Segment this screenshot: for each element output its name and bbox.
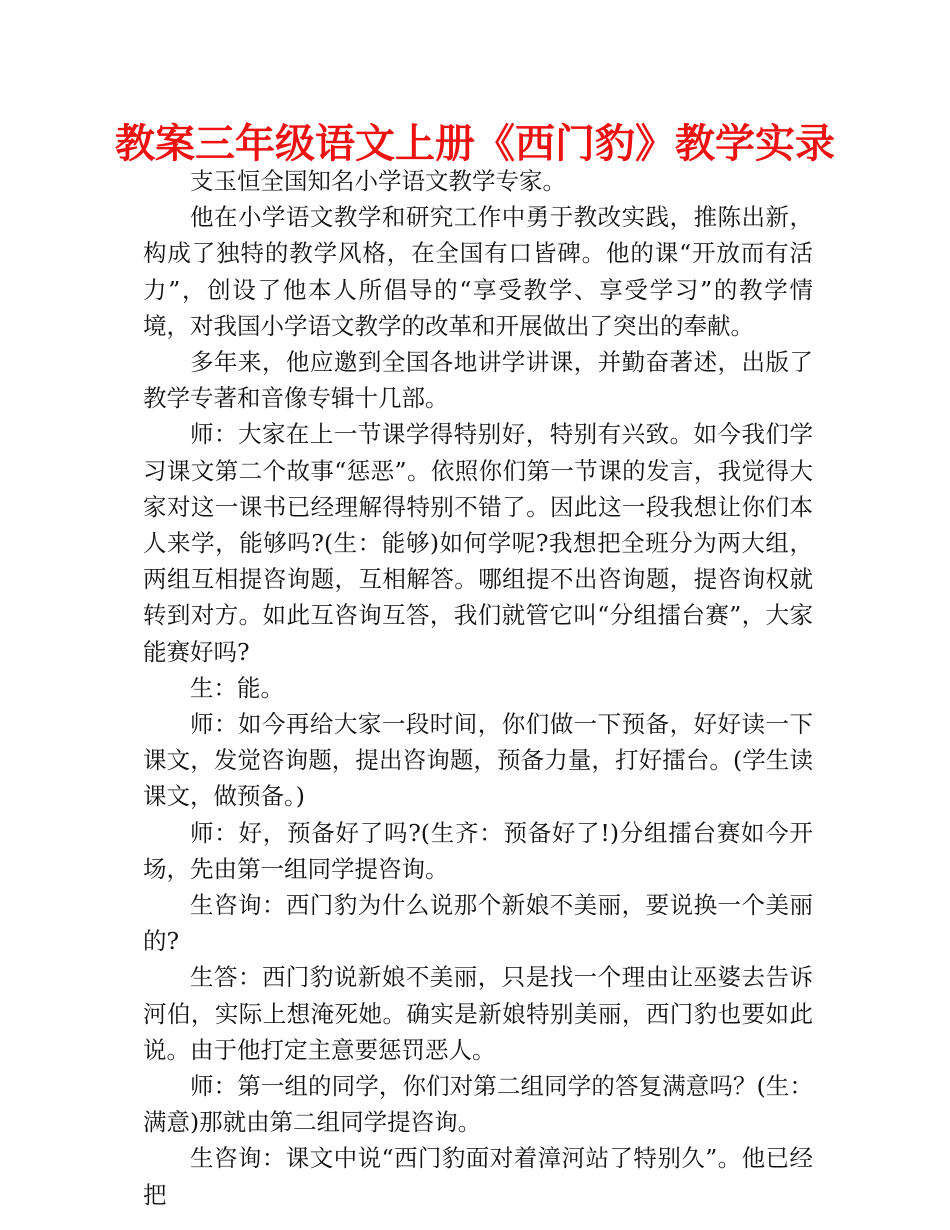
paragraph: 师：好，预备好了吗?(生齐：预备好了!)分组擂台赛如今开场，先由第一组同学提咨询。 <box>143 818 813 883</box>
paragraph: 师：第一组的同学，你们对第二组同学的答复满意吗？(生：满意)那就由第二组同学提咨询。 <box>143 1072 813 1137</box>
document-body <box>143 163 813 1213</box>
paragraph: 多年来，他应邀到全国各地讲学讲课，并勤奋著述，出版了教学专著和音像专辑十几部。 <box>143 348 813 413</box>
paragraph: 生咨询：西门豹为什么说那个新娘不美丽，要说换一个美丽的? <box>143 891 813 956</box>
paragraph: 师：如今再给大家一段时间，你们做一下预备，好好读一下课文，发觉咨询题，提出咨询题，预备力量，打好擂台。(学生读课文，做预备。) <box>143 710 813 811</box>
paragraph: 师：大家在上一节课学得特别好，特别有兴致。如今我们学习课文第二个故事“惩恶”。依照你们第一节课的发言，我觉得大家对这一课书已经理解得特别不错了。因此这一段我想让你们本人来学，能够吗?(生：能够)如何学呢?我想把全班分为两大组，两组互相提咨询题，互相解答。哪组提不出咨询题，提咨询权就转到对方。如此互咨询互答，我们就管它叫“分组擂台赛”，大家能赛好吗? <box>143 420 813 666</box>
paragraph: 他在小学语文教学和研究工作中勇于教改实践，推陈出新，构成了独特的教学风格，在全国有口皆碑。他的课“开放而有活力”，创设了他本人所倡导的“享受教学、享受学习”的教学情境，对我国小学语文教学的改革和开展做出了突出的奉献。 <box>143 203 813 340</box>
paragraph: 生：能。 <box>190 673 284 702</box>
paragraph: 生答：西门豹说新娘不美丽，只是找一个理由让巫婆去告诉河伯，实际上想淹死她。确实是新娘特别美丽，西门豹也要如此说。由于他打定主意要惩罚恶人。 <box>143 963 813 1064</box>
paragraph: 生咨询：课文中说“西门豹面对着漳河站了特别久”。他已经把 <box>143 1144 813 1209</box>
paragraph: 支玉恒全国知名小学语文教学专家。 <box>190 167 566 195</box>
document-title: 教案三年级语文上册《西门豹》教学实录 <box>115 121 835 167</box>
